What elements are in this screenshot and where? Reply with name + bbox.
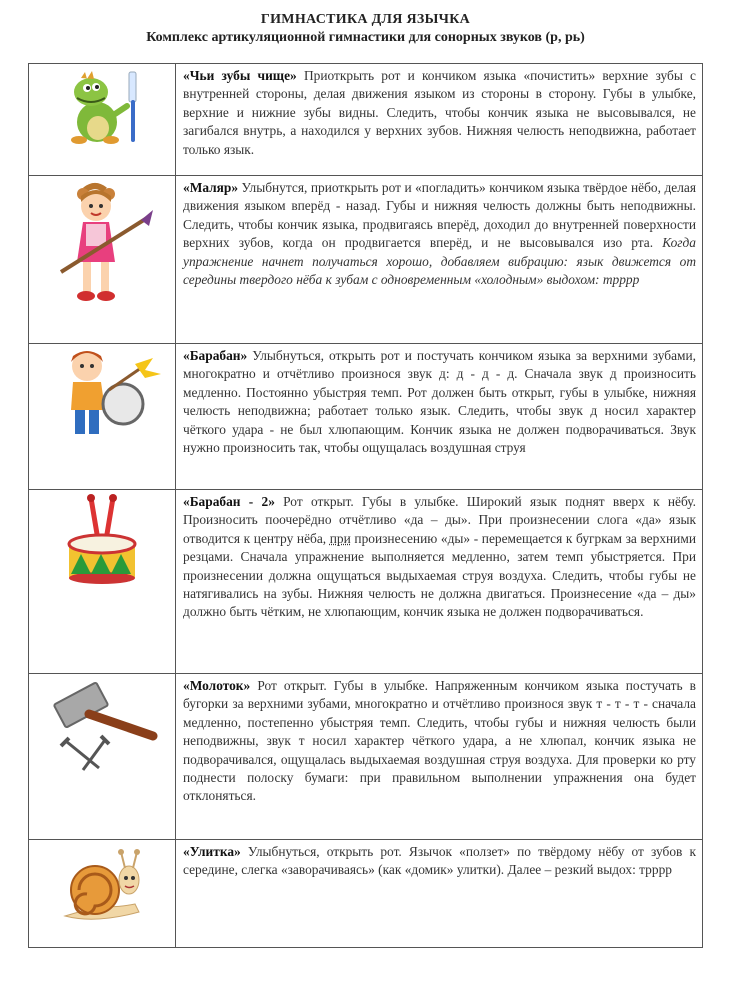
image-cell [29,344,176,490]
page-subtitle: Комплекс артикуляционной гимнастики для сонорных звуков (р, рь) [146,30,585,45]
image-cell [29,840,176,948]
image-cell [29,674,176,840]
exercise-text: Улыбнуться, открыть рот и постучать кончиком языка за верхними зубами, многократно и отчётливо произнося звук д: д - д - д. Сначала звук д произносить медленно. Постоянно убыстряя темп. Рот должен быть открыт, губы в улыбке, нижняя челюсть неподвижна; работает только язык. Следить, чтобы звук д носил характер чёткого удара - не был хлюпающим. Кончик языка не должен подворачиваться. Звук нужно произносить так, чтобы ощущалась воздушная струя [183,348,696,456]
exercise-name: «Чьи зубы чище» [183,68,297,83]
exercise-description [176,674,703,840]
table-row [29,176,703,344]
girl-painter-icon [55,182,155,307]
exercise-text: произнесению «ды» - перемещается к бугркам за верхними резцами. Сначала упражнение выполняется медленно, затем темп убыстряется. При произнесении должна ощущаться выдыхаемая струя воздуха. Следить, чтобы губы не натягивались на зубы. Нижняя челюсть не должна двигаться. Произнесение «да – ды» должно быть чётким, не хлюпающим, кончик языка не должен подворачиваться. [183,530,696,620]
image-cell [29,64,176,176]
exercise-description [176,840,703,948]
exercise-description [176,490,703,674]
exercise-table [28,63,703,948]
table-row [29,64,703,176]
table-row [29,840,703,948]
exercise-description [176,64,703,176]
exercise-name: «Барабан» [183,348,248,363]
exercise-text: Приоткрыть рот и кончиком языка «почистить» верхние зубы с внутренней стороны, делая движения языком из стороны в сторону. Губы в улыбке, верхние и нижние зубы видны. Следить, чтобы кончик языка не высовывался, не загибался внутрь, а находился у верхних зубов. Нижняя челюсть неподвижна, работает только язык. [183,68,696,157]
dragon-toothbrush-icon [65,70,149,148]
table-row [29,344,703,490]
exercise-name: «Молоток» [183,678,251,693]
page-title: ГИМНАСТИКА ДЛЯ ЯЗЫЧКА [260,12,471,27]
boy-drummer-icon [49,348,167,440]
table-row [29,490,703,674]
image-cell [29,176,176,344]
exercise-text-underlined: при [329,530,351,546]
exercise-text: Рот открыт. Губы в улыбке. Напряженным кончиком языка постучать в бугорки за верхними зубами, многократно и отчётливо произнося звук т - т - т - сначала медленно, постепенно убыстряя темп. Следить, чтобы губы и нижняя челюсть были неподвижны, звук т носил характер чёткого удара, а не хлюпал, кончик языка не подворачивался, ощущалась выдыхаемая воздушная струя воздуха. Для проверки ко рту поднести полоску бумаги: при правильном выполнении упражнения она будет отклоняться. [183,678,696,804]
exercise-name: «Улитка» [183,844,241,859]
exercise-text: Улыбнутся, приоткрыть рот и «погладить» кончиком языка твёрдое нёбо, делая движения языком вперёд - назад. Губы и нижняя челюсть должны быть неподвижны. Следить, чтобы кончик языка, продвигаясь вперёд, доходил до внутренней поверхности верхних зубов, когда он продвигается вперёд, и не высовывался изо рта. [183,180,696,251]
exercise-name: «Барабан - 2» [183,494,275,509]
exercise-text: Улыбнуться, открыть рот. Язычок «ползет» по твёрдому нёбу от зубов к середине, слегка «заворачиваясь» (как «домик» улитки). Далее – резкий выдох: трррр [183,844,696,878]
image-cell [29,490,176,674]
drum-icon [65,494,139,586]
snail-icon [55,846,147,926]
exercise-description [176,176,703,344]
table-row [29,674,703,840]
hammer-icon [53,678,163,774]
exercise-text: Рот открыт. Губы в улыбке. Широкий язык поднят вверх к нёбу. Произносить поочерёдно отчётливо «да – ды». При произнесении слога «да» язык отводится к центру нёба, [183,494,696,546]
exercise-name: «Маляр» [183,180,239,195]
exercise-text-italic: Когда упражнение начнет получаться хорошо, добавляем вибрацию: язык движется от середины твердого нёба к зубам с одновременным «холодным» выдохом: трррр [183,235,696,288]
exercise-description [176,344,703,490]
